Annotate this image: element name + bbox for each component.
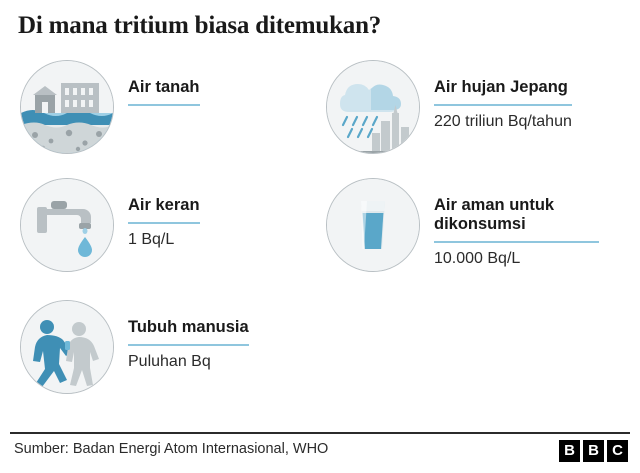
groundwater-text (128, 60, 200, 112)
safe-water-label: Air aman untuk dikonsumsi (434, 196, 555, 233)
groundwater-icon (20, 60, 114, 154)
divider-rule (434, 241, 599, 243)
item-tap-water (20, 178, 200, 272)
human-body-icon (20, 300, 114, 394)
safe-water-value: 10.000 Bq/L (434, 249, 521, 267)
page-title: Di mana tritium biasa ditemukan? (18, 12, 382, 39)
drinking-glass-icon (326, 178, 420, 272)
source-note: Sumber: Badan Energi Atom Internasional, WHO (14, 441, 329, 457)
bbc-logo-letter-1: B (559, 440, 580, 462)
japan-rain-value: 220 triliun Bq/tahun (434, 112, 572, 130)
divider-rule (128, 344, 249, 346)
human-body-value: Puluhan Bq (128, 352, 211, 370)
japan-rain-label: Air hujan Jepang (434, 78, 568, 96)
human-body-label: Tubuh manusia (128, 318, 249, 336)
japan-rain-text (434, 60, 572, 132)
tap-water-label: Air keran (128, 196, 200, 214)
footer-divider (10, 432, 630, 434)
groundwater-label: Air tanah (128, 78, 200, 96)
bbc-logo-letter-3: C (607, 440, 628, 462)
tap-water-value: 1 Bq/L (128, 230, 175, 248)
divider-rule (434, 104, 572, 106)
tap-water-icon (20, 178, 114, 272)
safe-water-text (434, 178, 599, 269)
bbc-logo-letter-2: B (583, 440, 604, 462)
bbc-logo (559, 440, 628, 462)
tap-water-text (128, 178, 200, 250)
divider-rule (128, 104, 200, 106)
item-groundwater (20, 60, 200, 154)
human-body-text (128, 300, 249, 372)
japan-rain-icon (326, 60, 420, 154)
item-japan-rain (326, 60, 572, 154)
item-human-body (20, 300, 249, 394)
item-safe-water (326, 178, 599, 272)
divider-rule (128, 222, 200, 224)
